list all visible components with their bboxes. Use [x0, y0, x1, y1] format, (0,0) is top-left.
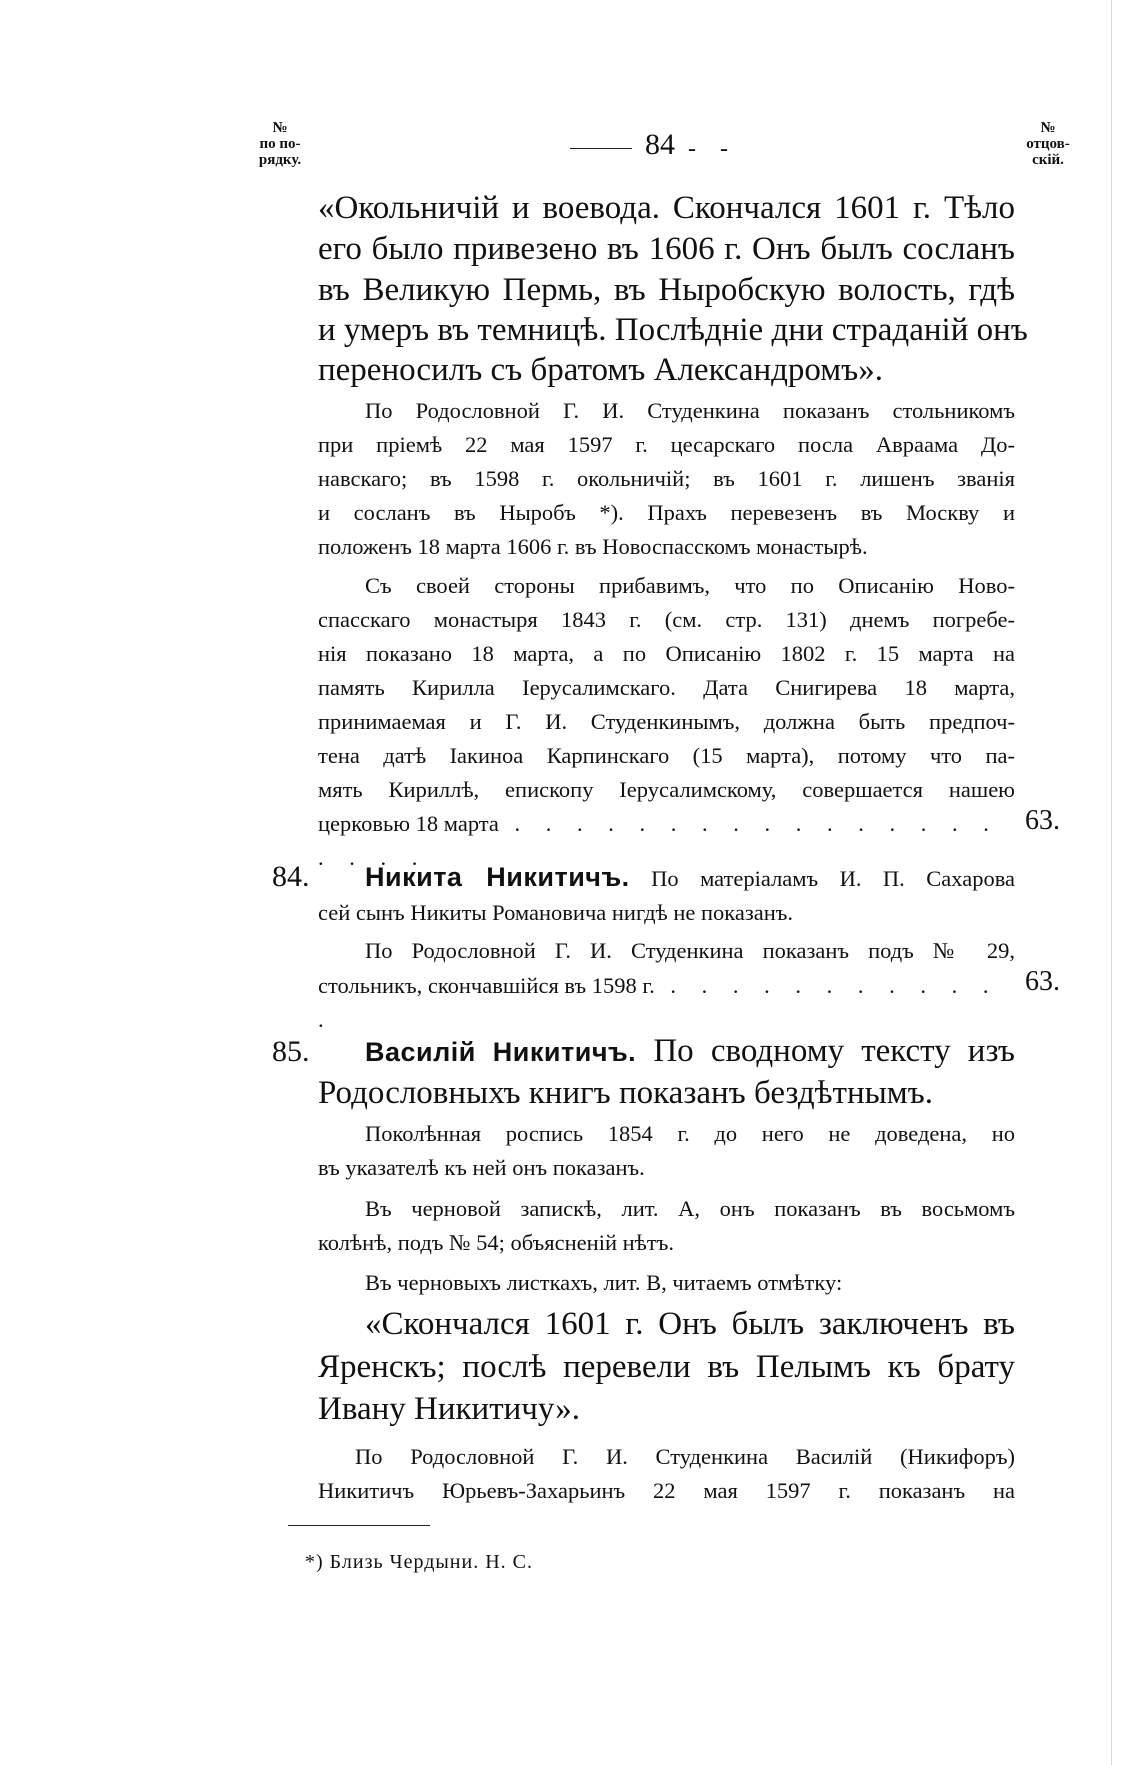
- entry84-name: Никита Никитичъ.: [365, 862, 630, 892]
- entry85-name: Василій Никитичъ.: [365, 1037, 637, 1067]
- right-margin-heading: [1003, 120, 1093, 168]
- page-number: 84: [645, 128, 675, 161]
- entry85-p3: Въ черновыхъ листкахъ, лит. В, читаемъ отмѣтку:: [365, 1270, 843, 1295]
- quote1-line: «Окольничій и воевода. Скончался 1601 г. Тѣло: [318, 190, 1015, 226]
- footnote-rule: [288, 1525, 430, 1526]
- entry85-p2-line: Въ черновой запискѣ, лит. А, онъ показанъ въ восьмомъ: [365, 1196, 1015, 1221]
- para1-line: при пріемѣ 22 мая 1597 г. цесарскаго посла Авраама До-: [318, 432, 1015, 457]
- right-margin-no: №: [1040, 120, 1056, 136]
- entry85-p1-line: Поколѣнная роспись 1854 г. до него не доведена, но: [365, 1121, 1015, 1146]
- entry84-line1: [365, 860, 1015, 896]
- entry84-line3: По Родословной Г. И. Студенкина показанъ подъ № 29,: [365, 938, 1015, 963]
- para2-line: нія показано 18 марта, а по Описанію 1802 г. 15 марта на: [318, 641, 1015, 666]
- quote1-line: и умеръ въ темницѣ. Послѣдніе дни страданій онъ: [318, 312, 1028, 348]
- entry85-line1-rest: По сводному тексту изъ: [653, 1033, 1015, 1069]
- para2-reference-number: 63.: [1025, 805, 1060, 836]
- entry84-number: 84.: [272, 860, 310, 893]
- entry84-line1-rest: По матеріаламъ И. П. Сахарова: [651, 866, 1016, 891]
- left-margin-no: №: [272, 120, 288, 136]
- quote1-line: его было привезено въ 1606 г. Онъ былъ сосланъ: [318, 231, 1015, 267]
- page-edge-line: [1111, 0, 1112, 1765]
- para2-line: спасскаго монастыря 1843 г. (см. стр. 131) днемъ погребе-: [318, 607, 1015, 632]
- entry85-number: 85.: [272, 1035, 310, 1068]
- leader-dots: . . . . . . . . . . . .: [318, 973, 999, 1032]
- page-number-dash: - -: [688, 136, 728, 162]
- left-margin-line1: по по-: [259, 136, 301, 152]
- left-margin-heading: [240, 120, 320, 168]
- entry85-quote-line: Яренскъ; послѣ перевели въ Пелымъ къ брату: [318, 1349, 1015, 1385]
- entry85-quote-line: «Скончался 1601 г. Онъ былъ заключенъ въ: [365, 1306, 1015, 1342]
- entry84-line4: [318, 969, 1018, 1037]
- para2-line: память Кирилла Іерусалимскаго. Дата Снигирева 18 марта,: [318, 675, 1015, 700]
- entry85-line2: Родословныхъ книгъ показанъ бездѣтнымъ.: [318, 1075, 933, 1111]
- para2-line: мять Кириллѣ, епископу Іерусалимскому, совершается нашею: [318, 777, 1015, 802]
- page-number-rule: [570, 148, 632, 149]
- entry85-p4-line: По Родословной Г. И. Студенкина Василій (Никифоръ): [355, 1444, 1015, 1469]
- left-margin-line2: рядку.: [258, 152, 302, 168]
- para2-line: Съ своей стороны прибавимъ, что по Описанію Ново-: [365, 573, 1015, 598]
- entry85-p4-line: Никитичъ Юрьевъ-Захарьинъ 22 мая 1597 г. показанъ на: [318, 1478, 1015, 1503]
- para1-line: положенъ 18 марта 1606 г. въ Новоспасскомъ монастырѣ.: [318, 534, 868, 559]
- entry85-p1-line: въ указателѣ къ ней онъ показанъ.: [318, 1155, 645, 1180]
- entry84-line2: сей сынъ Никиты Романовича нигдѣ не показанъ.: [318, 900, 794, 925]
- para1-line: и сосланъ въ Ныробъ *). Прахъ перевезенъ въ Москву и: [318, 500, 1015, 525]
- entry85-line1: [365, 1030, 1015, 1073]
- entry85-quote-line: Ивану Никитичу».: [318, 1391, 580, 1427]
- entry84-reference-number: 63.: [1025, 966, 1060, 997]
- entry85-p2-line: колѣнѣ, подъ № 54; объясненій нѣтъ.: [318, 1230, 674, 1255]
- para2-last-text: церковью 18 марта: [318, 811, 499, 836]
- quote1-line: въ Великую Пермь, въ Ныробскую волость, гдѣ: [318, 272, 1015, 308]
- para1-line: навскаго; въ 1598 г. окольничій; въ 1601 г. лишенъ званія: [318, 466, 1015, 491]
- quote1-line: переносилъ съ братомъ Александромъ».: [318, 352, 883, 388]
- entry84-line4-text: стольникъ, скончавшійся въ 1598 г.: [318, 973, 655, 998]
- leader-dots: . . . . . . . . . . . . . . . . . . . .: [318, 811, 999, 870]
- right-margin-line1: отцов-: [1026, 136, 1070, 152]
- right-margin-line2: скій.: [1032, 152, 1064, 168]
- footnote: *) Близь Чердыни. Н. С.: [305, 1551, 533, 1573]
- para1-line: По Родословной Г. И. Студенкина показанъ стольникомъ: [365, 398, 1015, 423]
- para2-line: тена датѣ Іакиноа Карпинскаго (15 марта), потому что па-: [318, 743, 1015, 768]
- para2-line: принимаемая и Г. И. Студенкинымъ, должна быть предпоч-: [318, 709, 1015, 734]
